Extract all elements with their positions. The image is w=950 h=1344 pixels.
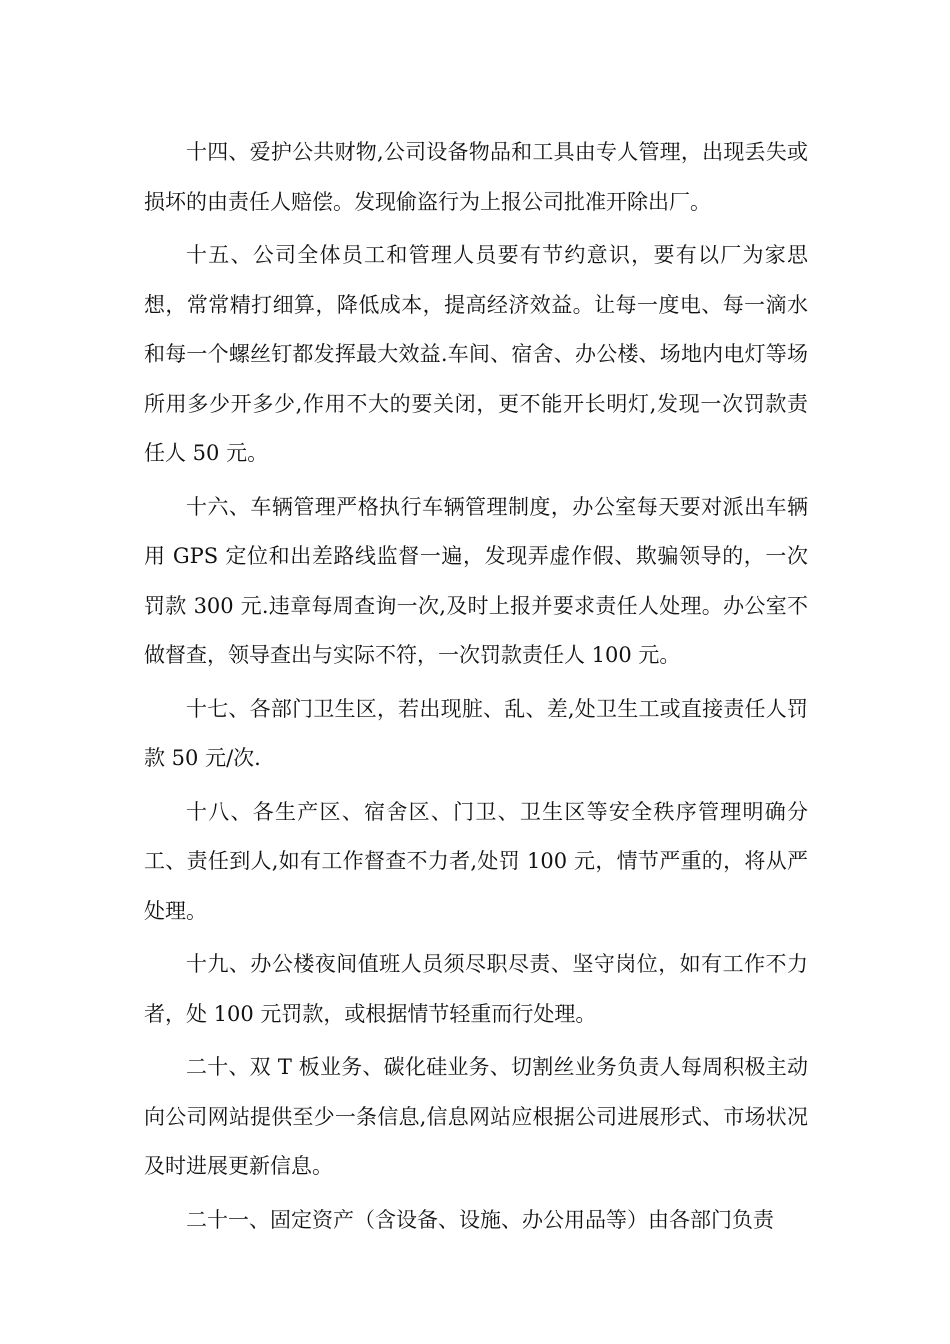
paragraph-article-21: 二十一、固定资产（含设备、设施、办公用品等）由各部门负责 [186,1207,774,1232]
paragraph-article-19: 十九、办公楼夜间值班人员须尽职尽责、坚守岗位，如有工作不力者，处 100 元罚款，或根据情节轻重而行处理。 [144,952,808,1026]
paragraph-article-18: 十八、各生产区、宿舍区、门卫、卫生区等安全秩序管理明确分工、责任到人,如有工作督查不力者,处罚 100 元，情节严重的，将从严处理。 [144,799,808,923]
document-body [144,128,808,1249]
paragraph-article-17: 十七、各部门卫生区，若出现脏、乱、差,处卫生工或直接责任人罚款 50 元/次. [144,696,808,770]
paragraph-article-15: 十五、公司全体员工和管理人员要有节约意识，要有以厂为家思想，常常精打细算，降低成本，提高经济效益。让每一度电、每一滴水和每一个螺丝钉都发挥最大效益.车间、宿舍、办公楼、场地内电灯等场所用多少开多少,作用不大的要关闭，更不能开长明灯,发现一次罚款责任人 50 元。 [144,243,808,465]
paragraph-article-14: 十四、爱护公共财物,公司设备物品和工具由专人管理，出现丢失或损坏的由责任人赔偿。发现偷盗行为上报公司批准开除出厂。 [144,140,808,214]
paragraph-article-16: 十六、车辆管理严格执行车辆管理制度，办公室每天要对派出车辆用 GPS 定位和出差路线监督一遍，发现弄虚作假、欺骗领导的，一次罚款 300 元.违章每周查询一次,及时上报并要求责任人处理。办公室不做督查，领导查出与实际不符，一次罚款责任人 100 元。 [144,494,808,667]
paragraph-article-20: 二十、双 T 板业务、碳化硅业务、切割丝业务负责人每周积极主动向公司网站提供至少一条信息,信息网站应根据公司进展形式、市场状况及时进展更新信息。 [144,1055,808,1178]
